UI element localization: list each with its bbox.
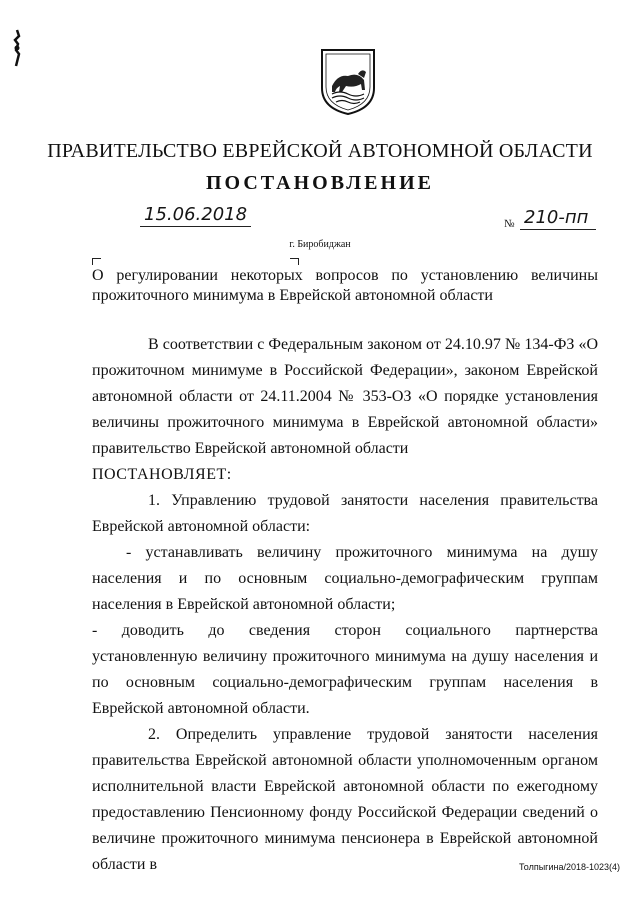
handwritten-document-number: 210-пп <box>520 207 596 230</box>
item-2-paragraph: 2. Определить управление трудовой занятости населения правительства Еврейской автономной области уполномоченным органом исполнительной власти Еврейской автономной области по ежегодному предоставлению Пенсионному фонду Российской Федерации сведений о величине прожиточного минимума пенсионера в Еврейской автономной области в <box>92 726 598 873</box>
dash-word: партнерства <box>515 622 598 639</box>
subject-bracket-left <box>92 258 101 265</box>
item-1-dash-2-first-line <box>92 618 598 644</box>
item-1-dash-2-rest: установленную величину прожиточного минимума на душу населения и по основным социально-демографическим группам населения в Еврейской автономной области. <box>92 648 598 717</box>
item-1-paragraph: 1. Управлению трудовой занятости населения правительства Еврейской автономной области: <box>92 492 598 535</box>
handwritten-date: 15.06.2018 <box>140 204 251 227</box>
city-label: г. Биробиджан <box>289 239 351 250</box>
item-1-dash-1: - устанавливать величину прожиточного минимума на душу населения и по основным социально-демографическим группам населения в Еврейской автономной области; <box>92 544 598 613</box>
subject-bracket-right <box>290 258 299 265</box>
footer-reference: Толпыгина/2018-1023(4) <box>518 862 620 872</box>
number-sign: № <box>504 218 515 230</box>
dash-word: сторон <box>334 622 381 639</box>
document-type-title: ПОСТАНОВЛЕНИЕ <box>206 172 434 194</box>
resolve-heading: ПОСТАНОВЛЯЕТ: <box>92 466 232 483</box>
dash-word: социального <box>405 622 491 639</box>
dash-word: доводить <box>121 622 184 639</box>
coat-of-arms-icon <box>318 46 378 116</box>
subject-heading: О регулировании некоторых вопросов по установлению величины прожиточного минимума в Еврейской автономной области <box>92 267 598 304</box>
margin-scan-mark <box>8 28 24 68</box>
dash-word: до <box>208 622 225 639</box>
dash-word: - <box>92 622 98 639</box>
government-title: ПРАВИТЕЛЬСТВО ЕВРЕЙСКОЙ АВТОНОМНОЙ ОБЛАСТИ <box>47 140 593 162</box>
dash-word: сведения <box>248 622 311 639</box>
document-body <box>92 332 598 878</box>
preamble-paragraph: В соответствии с Федеральным законом от 24.10.97 № 134-ФЗ «О прожиточном минимуме в Российской Федерации», законом Еврейской автономной области от 24.11.2004 № 353-ОЗ «О порядке установления величины прожиточного минимума в Еврейской автономной области» правительство Еврейской автономной области <box>92 336 598 457</box>
